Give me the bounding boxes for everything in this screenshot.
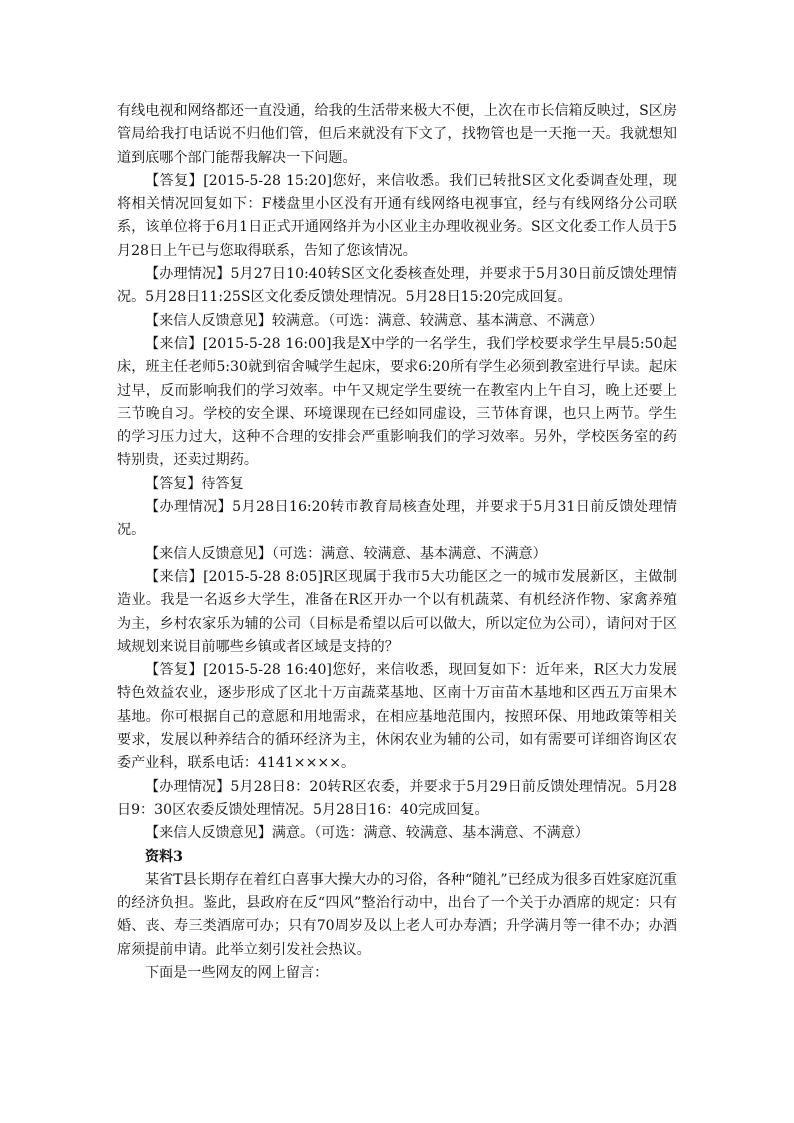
paragraph-reply: 【答复】[2015-5-28 15:20]您好，来信收悉。我们已转批S区文化委调查处理，现将相关情况回复如下：F楼盘里小区没有开通有线网络电视事宜，经与有线网络分公司联系，该单位将于6月1日正式开通网络并为小区业主办理收视业务。S区文化委工作人员于5月28日上午已与您取得联系，告知了您该情况。 (117, 172, 677, 259)
paragraph-reply: 【答复】[2015-5-28 16:40]您好，来信收悉，现回复如下：近年来，R区大力发展特色效益农业，逐步形成了区北十万亩蔬菜基地、区南十万亩苗木基地和区西五万亩果木基地。你可根据自己的意愿和用地需求，在相应基地范围内，按照环保、用地政策等相关要求，发展以种养结合的循环经济为主，休闲农业为辅的公司，如有需要可详细咨询区农委产业科，联系电话：4141××××。 (117, 662, 677, 772)
paragraph-handling: 【办理情况】5月28日8：20转R区农委，并要求于5月29日前反馈处理情况。5月28日9：30区农委反馈处理情况。5月28日16：40完成回复。 (117, 778, 677, 818)
paragraph-handling: 【办理情况】5月27日10:40转S区文化委核查处理，并要求于5月30日前反馈处理情况。5月28日11:25S区文化委反馈处理情况。5月28日15:20完成回复。 (117, 266, 677, 306)
paragraph-feedback: 【来信人反馈意见】较满意。（可选：满意、较满意、基本满意、不满意） (145, 312, 604, 329)
paragraph-feedback: 【来信人反馈意见】（可选：满意、较满意、基本满意、不满意） (145, 545, 547, 562)
paragraph-handling: 【办理情况】5月28日16:20转市教育局核查处理，并要求于5月31日前反馈处理情况。 (117, 499, 677, 539)
document-page (117, 100, 677, 985)
paragraph-reply: 【答复】待答复 (145, 475, 244, 492)
paragraph-material-3: 某省T县长期存在着红白喜事大操大办的习俗，各种“随礼”已经成为很多百姓家庭沉重的经济负担。鉴此，县政府在反“四风”整治行动中，出台了一个关于办酒席的规定：只有婚、丧、寿三类酒席可办；只有70周岁及以上老人可办寿酒；升学满月等一律不办；办酒席须提前申请。此举立刻引发社会热议。 (117, 871, 677, 958)
paragraph-letter: 【来信】[2015-5-28 16:00]我是X中学的一名学生，我们学校要求学生早晨5:50起床，班主任老师5:30就到宿舍喊学生起床，要求6:20所有学生必须到教室进行早读。起床过早，反而影响我们的学习效率。中午又规定学生要统一在教室内上午自习，晚上还要上三节晚自习。学校的安全课、环境课现在已经如同虚设，三节体育课，也只上两节。学生的学习压力过大，这种不合理的安排会严重影响我们的学习效率。另外，学校医务室的药特别贵，还卖过期药。 (117, 335, 677, 469)
paragraph-feedback: 【来信人反馈意见】满意。（可选：满意、较满意、基本满意、不满意） (145, 825, 589, 842)
section-heading: 资料3 (145, 848, 183, 865)
paragraph-letter: 【来信】[2015-5-28 8:05]R区现属于我市5大功能区之一的城市发展新区，主做制造业。我是一名返乡大学生，准备在R区开办一个以有机蔬菜、有机经济作物、家禽养殖为主，乡村农家乐为辅的公司（目标是希望以后可以做大，所以定位为公司），请问对于区域规划来说目前哪些乡镇或者区域是支持的？ (117, 568, 677, 655)
paragraph-cable-complaint: 有线电视和网络都还一直没通，给我的生活带来极大不便，上次在市长信箱反映过，S区房管局给我打电话说不归他们管，但后来就没有下文了，找物管也是一天拖一天。我就想知道到底哪个部门能帮我解决一下问题。 (117, 103, 677, 166)
paragraph-comments-intro: 下面是一些网友的网上留言： (145, 964, 329, 981)
